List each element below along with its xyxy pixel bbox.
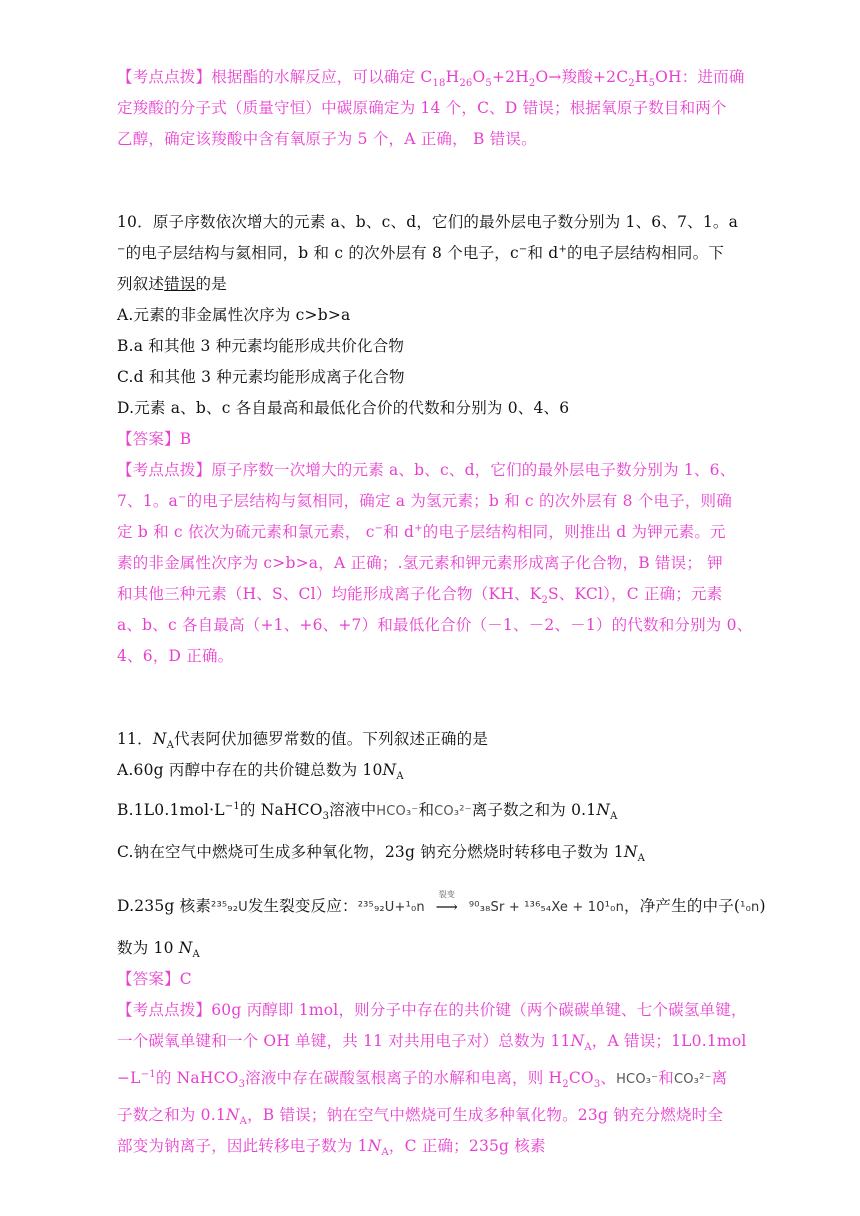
text-segment: 、 <box>600 1069 617 1087</box>
text-segment: O→羧酸+2C <box>535 68 629 86</box>
text-line-l30 <box>117 1136 546 1159</box>
text-segment: 和 <box>418 801 435 819</box>
text-line-l25 <box>117 969 192 989</box>
text-segment: ¹₀n <box>740 900 760 915</box>
text-segment: N <box>152 730 167 748</box>
text-line-l21 <box>117 800 618 822</box>
text-segment: C.d 和其他 3 种元素均能形成离子化合物 <box>117 368 405 386</box>
text-segment: 2 <box>628 78 635 90</box>
text-segment: A <box>610 811 618 823</box>
text-segment: 的电子层结构相同。下 <box>567 244 725 262</box>
text-segment: ²³⁵₉₂U+¹₀n <box>357 900 425 915</box>
text-segment: 4、6，D 正确。 <box>117 647 234 665</box>
text-segment: N <box>623 843 638 861</box>
text-segment: HCO₃⁻ <box>616 1072 659 1087</box>
text-segment: 的 NaHCO <box>239 801 323 819</box>
text-line-l12 <box>117 460 735 480</box>
text-line-l6 <box>117 274 227 294</box>
text-segment: − <box>177 491 187 503</box>
arrow-icon: ⟶ <box>435 898 459 916</box>
text-segment: 26 <box>459 78 473 90</box>
reaction-arrow-label: 裂变 <box>438 890 456 899</box>
text-line-l27 <box>117 1031 747 1054</box>
text-line-l23 <box>117 890 766 918</box>
text-segment: 子数之和为 0.1 <box>117 1106 226 1124</box>
text-segment: ) <box>759 897 766 915</box>
text-line-l22 <box>117 842 645 865</box>
text-segment: 的是 <box>195 275 227 293</box>
reaction-arrow <box>425 890 469 917</box>
text-segment: A <box>192 949 200 961</box>
text-segment: D.元素 a、b、c 各自最高和最低化合价的代数和分别为 0、4、6 <box>117 399 570 417</box>
text-segment: ，B 错误；钠在空气中燃烧可生成多种氧化物。23g 钠充分燃烧时全 <box>247 1106 724 1124</box>
text-segment: 代表阿伏加德罗常数的值。下列叙述正确的是 <box>174 730 489 748</box>
text-segment: 的电子层结构与氦相同，b 和 c 的次外层有 8 个电子，c <box>125 244 519 262</box>
text-segment: 3 <box>322 811 330 823</box>
text-segment: N <box>596 801 611 819</box>
text-segment: 离 <box>711 1069 728 1087</box>
text-segment: ，净产生的中子( <box>624 897 741 915</box>
text-segment: −1 <box>224 800 240 812</box>
text-segment: ²³⁵₉₂U <box>211 900 248 915</box>
text-segment: − <box>374 522 384 534</box>
text-segment: 和 <box>658 1069 674 1087</box>
text-line-l26 <box>117 1000 747 1020</box>
text-segment: O <box>472 68 486 86</box>
text-segment: +2H <box>491 68 529 86</box>
text-segment: 部变为钠离子，因此转移电子数为 1 <box>117 1137 368 1155</box>
text-segment: 列叙述 <box>117 275 165 293</box>
text-segment: ⁹⁰₃₈Sr + ¹³⁶₅₄Xe + 10¹₀n <box>468 900 625 915</box>
text-segment: 【考点点拨】60g 丙醇即 1mol，则分子中存在的共价键（两个碳碳单键、七个碳氢单键， <box>117 1001 747 1019</box>
text-segment: 数为 10 <box>117 939 179 957</box>
text-segment: 【答案】B <box>117 430 192 448</box>
text-line-l7 <box>117 305 350 325</box>
text-segment: A <box>584 1042 592 1054</box>
text-segment: N <box>225 1106 240 1124</box>
text-segment: 和 d <box>527 244 559 262</box>
text-segment: 10．原子序数依次增大的元素 a、b、c、d，它们的最外层电子数分别为 1、6、7、1。a <box>117 213 739 231</box>
text-segment: 发生裂变反应： <box>247 897 358 915</box>
text-segment: − <box>117 243 126 255</box>
text-line-l17 <box>117 615 752 635</box>
text-segment: N <box>367 1137 382 1155</box>
text-segment: 溶液中 <box>329 801 377 819</box>
text-segment: 定 b 和 c 依次为硫元素和氯元素， c <box>117 523 375 541</box>
text-segment: − <box>518 243 528 255</box>
text-segment: HCO₃⁻ <box>376 804 419 819</box>
text-line-l19 <box>117 729 489 752</box>
text-segment: 定羧酸的分子式（质量守恒）中碳原确定为 14 个，C、D 错误；根据氧原子数目和两个 <box>117 99 727 117</box>
text-line-l10 <box>117 398 569 418</box>
text-segment: B.1L0.1mol·L <box>117 801 225 819</box>
text-line-l3 <box>117 129 537 149</box>
text-segment: 5 <box>485 78 492 90</box>
text-segment: H <box>445 68 460 86</box>
text-line-l11 <box>117 429 191 449</box>
text-segment: CO <box>568 1069 594 1087</box>
text-line-l13 <box>117 491 732 511</box>
text-segment: 2 <box>541 595 548 607</box>
text-segment: A <box>166 740 175 752</box>
text-segment: −L <box>117 1069 141 1087</box>
text-segment: OH：进而确 <box>655 68 745 86</box>
text-line-l5 <box>117 243 724 263</box>
text-segment: CO₃²⁻ <box>673 1072 712 1087</box>
text-segment: 一个碳氧单键和一个 OH 单键，共 11 对共用电子对）总数为 11 <box>117 1032 571 1050</box>
text-line-l9 <box>117 367 405 387</box>
text-segment: + <box>558 243 568 255</box>
text-segment: N <box>570 1032 585 1050</box>
text-segment: S、KCl），C 正确；元素 <box>548 585 723 603</box>
text-segment: 18 <box>432 78 446 90</box>
text-segment: A <box>396 771 404 783</box>
text-segment: A <box>381 1147 389 1159</box>
text-segment: A <box>239 1116 248 1128</box>
text-line-l18 <box>117 646 233 666</box>
text-segment: 2 <box>528 78 536 90</box>
text-segment: 11． <box>117 730 153 748</box>
text-segment: + <box>414 522 423 534</box>
text-segment: 素的非金属性次序为 c>b>a，A 正确；.氢元素和钾元素形成离子化合物，B 错误； 钾 <box>117 554 723 572</box>
text-segment: A <box>637 853 645 865</box>
text-segment: 和其他三种元素（H、S、Cl）均能形成离子化合物（KH、K <box>117 585 542 603</box>
text-segment: 的电子层结构与氦相同，确定 a 为氢元素；b 和 c 的次外层有 8 个电子，则确 <box>186 492 732 510</box>
text-segment: 2 <box>562 1079 569 1091</box>
text-segment: B.a 和其他 3 种元素均能形成共价化合物 <box>117 337 405 355</box>
text-segment: 3 <box>238 1079 246 1091</box>
text-line-l14 <box>117 522 726 542</box>
text-segment: 和 d <box>383 523 415 541</box>
text-line-l4 <box>117 212 738 232</box>
text-line-l15 <box>117 553 723 573</box>
text-line-l28 <box>117 1068 727 1090</box>
text-line-l16 <box>117 584 723 607</box>
text-segment: N <box>178 939 193 957</box>
text-segment: a、b、c 各自最高（+1、+6、+7）和最低化合价（－1、－2、－1）的代数和分别为 0、 <box>117 616 753 634</box>
text-segment: C.钠在空气中燃烧可生成多种氧化物，23g 钠充分燃烧时转移电子数为 1 <box>117 843 624 861</box>
text-segment: 的电子层结构相同，则推出 d 为钾元素。元 <box>422 523 726 541</box>
text-segment: 7、1。a <box>117 492 178 510</box>
text-segment: A.元素的非金属性次序为 c>b>a <box>117 306 351 324</box>
text-segment: H <box>634 68 649 86</box>
text-segment: D.235g 核素 <box>117 897 212 915</box>
text-line-l24 <box>117 938 200 961</box>
text-segment: 的 NaHCO <box>155 1069 239 1087</box>
text-segment: 【考点点拨】根据酯的水解反应，可以确定 C <box>117 68 433 86</box>
text-segment: −1 <box>140 1068 156 1080</box>
text-segment: 【答案】C <box>117 970 192 988</box>
text-segment: N <box>382 761 397 779</box>
text-segment: 5 <box>648 78 656 90</box>
text-segment: A.60g 丙醇中存在的共价键总数为 10 <box>117 761 383 779</box>
text-segment: ，C 正确；235g 核素 <box>388 1137 546 1155</box>
text-line-l8 <box>117 336 404 356</box>
text-segment: 错误 <box>164 275 196 293</box>
text-segment: 溶液中存在碳酸氢根离子的水解和电离，则 H <box>245 1069 563 1087</box>
text-segment: CO₃²⁻ <box>434 804 472 819</box>
text-line-l20 <box>117 760 404 783</box>
text-line-l2 <box>117 98 727 118</box>
text-segment: 3 <box>593 1079 601 1091</box>
text-segment: ，A 错误；1L0.1mol <box>591 1032 747 1050</box>
text-segment: 离子数之和为 0.1 <box>471 801 597 819</box>
text-segment: 乙醇，确定该羧酸中含有氧原子为 5 个，A 正确， B 错误。 <box>117 130 537 148</box>
text-line-l29 <box>117 1105 724 1128</box>
text-line-l1 <box>117 67 745 90</box>
text-segment: 【考点点拨】原子序数一次增大的元素 a、b、c、d，它们的最外层电子数分别为 1、6、 <box>117 461 736 479</box>
